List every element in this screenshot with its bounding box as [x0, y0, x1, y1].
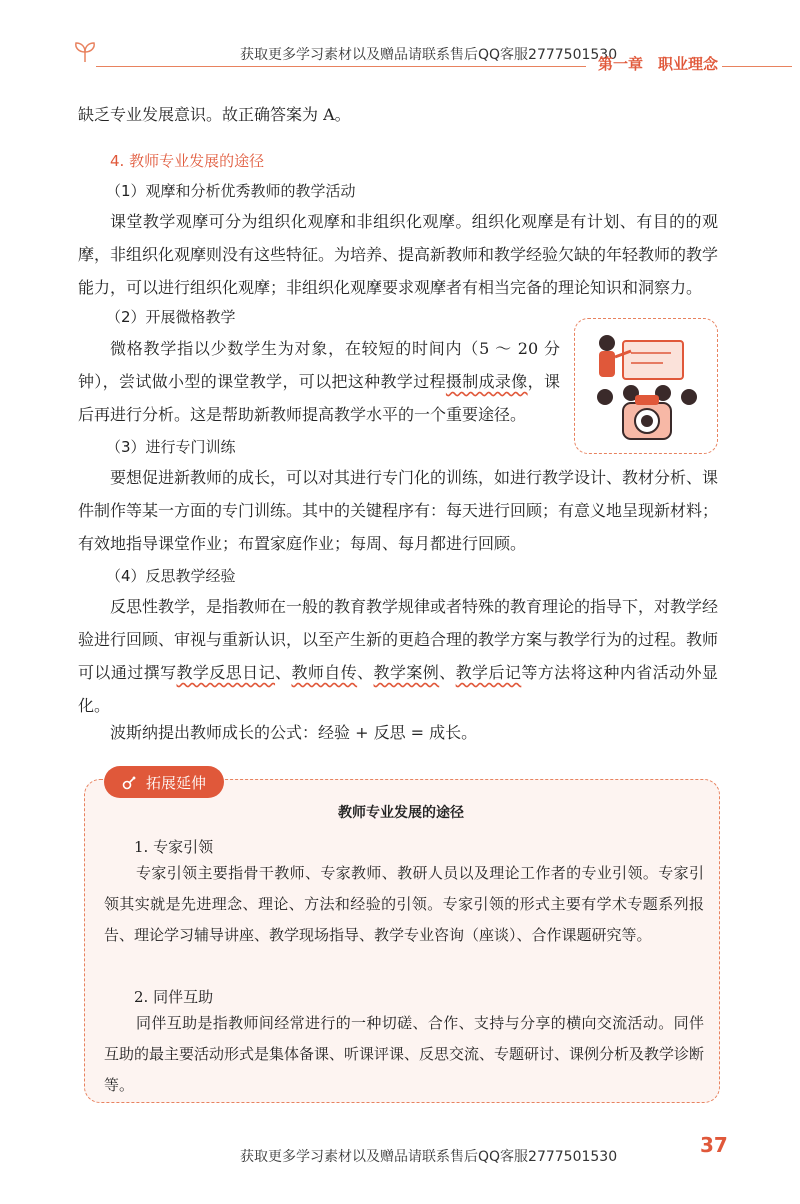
item-2-emphasis: 摄制成录像 [445, 372, 528, 391]
item-4-emphasis-3: 教学案例 [373, 663, 440, 682]
page-number: 37 [700, 1133, 728, 1157]
item-4-emphasis-4: 教学后记 [455, 663, 522, 682]
header-rule-right [722, 66, 792, 67]
item-2-text-post: ，课后再进行分析。这是帮助新教师提高教学水平的一个重要途径。 [78, 372, 560, 424]
item-2-paragraph [78, 332, 560, 431]
extension-section-2-paragraph: 同伴互助是指教师间经常进行的一种切磋、合作、支持与分享的横向交流活动。同伴互助的最主要活动形式是集体备课、听课评课、反思交流、专题研讨、课例分析及教学诊断等。 [104, 1014, 705, 1094]
extension-section-1-paragraph: 专家引领主要指骨干教师、专家教师、教研人员以及理论工作者的专业引领。专家引领其实就是先进理念、理论、方法和经验的引领。专家引领的形式主要有学术专题系列报告、理论学习辅导讲座、教学现场指导、教学专业咨询（座谈）、合作课题研究等。 [104, 864, 704, 944]
camera-classroom-icon [575, 319, 717, 453]
intro-line: 缺乏专业发展意识。故正确答案为 A。 [78, 105, 351, 124]
header-watermark: 获取更多学习素材以及赠品请联系售后QQ客服2777501530 [240, 47, 618, 63]
chapter-title: 第一章 职业理念 [598, 55, 719, 73]
extension-tab-label: 拓展延伸 [145, 773, 206, 792]
item-4-text-post: 等方法将这种内省活动外显化。 [78, 663, 718, 715]
section-title: 4. 教师专业发展的途径 [110, 152, 265, 170]
footer-watermark: 获取更多学习素材以及赠品请联系售后QQ客服2777501530 [240, 1149, 618, 1165]
extension-tab [104, 766, 224, 798]
item-4-paragraph: 反思性教学，是指教师在一般的教育教学规律或者特殊的教育理论的指导下，对教学经验进行回顾、审视与重新认识，以至产生新的更趋合理的教学方案与教学行为的过程。教师可以通过撰写教学反思日记、教师自传、教学案例、教学后记等方法将这种内省活动外显化。 [78, 597, 719, 715]
item-4-emphasis-2: 教师自传 [291, 663, 358, 682]
item-4-heading: （4）反思教学经验 [106, 567, 236, 585]
pen-icon [122, 774, 138, 790]
item-4-emphasis-1: 教学反思日记 [176, 663, 276, 682]
header-rule [96, 66, 586, 67]
extension-section-2-heading: 2. 同伴互助 [134, 988, 214, 1006]
item-3-paragraph: 要想促进新教师的成长，可以对其进行专门化的训练，如进行教学设计、教材分析、课件制作等某一方面的专门训练。其中的关键程序有：每天进行回顾；有意义地呈现新材料；有效地指导课堂作业；布置家庭作业；每周、每月都进行回顾。 [78, 468, 719, 553]
item-2-heading: （2）开展微格教学 [106, 308, 236, 326]
item-3-heading: （3）进行专门训练 [106, 438, 236, 456]
item-4-text-pre: 反思性教学，是指教师在一般的教育教学规律或者特殊的教育理论的指导下，对教学经验进行回顾、审视与重新认识，以至产生新的更趋合理的教学方案与教学行为的过程。教师可以通过撰写 [78, 597, 719, 682]
extension-section-1-heading: 1. 专家引领 [134, 838, 214, 856]
item-1-heading: （1）观摩和分析优秀教师的教学活动 [106, 182, 356, 200]
item-1-paragraph: 课堂教学观摩可分为组织化观摩和非组织化观摩。组织化观摩是有计划、有目的的观摩，非组织化观摩则没有这些特征。为培养、提高新教师和教学经验欠缺的年轻教师的教学能力，可以进行组织化观摩；非组织化观摩要求观摩者有相当完备的理论知识和洞察力。 [78, 212, 719, 297]
extension-title: 教师专业发展的途径 [338, 805, 464, 821]
sprout-icon [72, 40, 98, 64]
micro-teaching-illustration [574, 318, 718, 454]
item-2-text-pre: 微格教学指以少数学生为对象，在较短的时间内（5 ～ 20 分钟），尝试做小型的课堂教学，可以把这种教学过程 [78, 339, 560, 391]
formula-line: 波斯纳提出教师成长的公式：经验 + 反思 = 成长。 [110, 723, 478, 742]
